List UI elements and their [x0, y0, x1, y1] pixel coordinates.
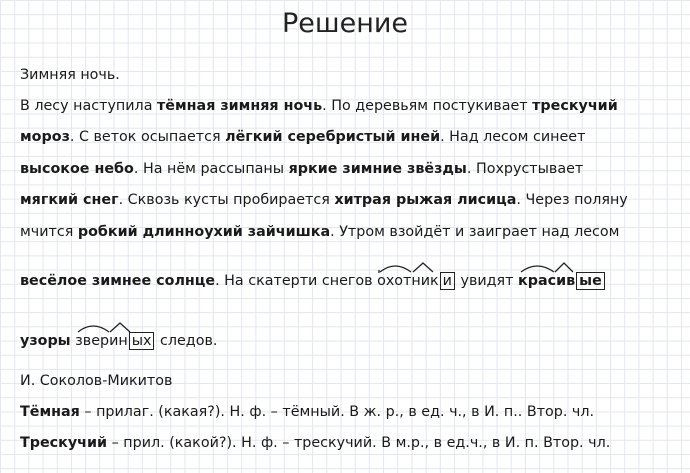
bold-phrase: трескучий — [532, 98, 618, 114]
analysis-word: Тёмная — [20, 404, 80, 420]
bold-phrase: узоры — [20, 333, 71, 349]
morpheme-marks — [518, 258, 588, 276]
word-analysis-okhotniki — [377, 272, 456, 290]
text-line-6 — [20, 272, 606, 290]
word-analysis-zverinykh — [75, 332, 155, 350]
word-ending-box: и — [440, 272, 455, 290]
text-segment: В лесу наступила — [20, 98, 157, 114]
text-segment: . Сквозь кусты пробирается — [118, 192, 335, 208]
text-segment: . Похрустывает — [466, 161, 584, 177]
bold-phrase: весёлое зимнее солнце — [20, 273, 216, 289]
text-line-4 — [20, 191, 628, 209]
text-segment: увидят — [455, 273, 519, 289]
analysis-text: – прилаг. (какая?). Н. ф. – тёмный. В ж. р., в ед. ч., в И. п.. Втор. чл. — [79, 404, 595, 420]
word-root: охотник — [377, 273, 439, 289]
text-line-3 — [20, 160, 583, 178]
bold-phrase: мягкий снег — [20, 192, 119, 208]
text-segment: . По деревьям постукивает — [322, 98, 533, 114]
bold-phrase: мороз — [20, 129, 70, 145]
text-segment: . Через поляну — [516, 192, 628, 208]
text-segment: . На скатерти снегов — [215, 273, 378, 289]
word-analysis-krasivye — [518, 272, 606, 290]
morpheme-marks — [75, 318, 145, 336]
bold-phrase: тёмная зимняя ночь — [157, 98, 323, 114]
text-segment: . Над лесом синеет — [440, 129, 586, 145]
analysis-text: – прил. (какой?). Н. ф. – трескучий. В м.р., в ед.ч., в И. п. Втор. чл. — [107, 435, 611, 451]
bold-phrase: хитрая рыжая лисица — [334, 192, 517, 208]
text-line-5 — [20, 223, 619, 241]
word-ending-box: ых — [129, 332, 155, 350]
bold-phrase: лёгкий серебристый иней — [225, 129, 441, 145]
word-ending-box: ые — [576, 272, 605, 290]
bold-phrase: робкий длинноухий зайчишка — [77, 224, 331, 240]
analysis-word: Трескучий — [20, 435, 108, 451]
analysis-line-1 — [20, 403, 594, 421]
text-segment: . С веток осыпается — [69, 129, 226, 145]
word-root: красив — [518, 273, 576, 289]
text-segment: . Утром взойдёт и заиграет над лесом — [330, 224, 620, 240]
text-segment: мчится — [20, 224, 78, 240]
analysis-line-2 — [20, 434, 610, 452]
text-line-2 — [20, 128, 585, 146]
word-root: зверин — [75, 333, 128, 349]
text-segment: следов. — [155, 333, 218, 349]
page-title: Решение — [281, 8, 409, 39]
author-line: И. Соколов-Микитов — [20, 373, 173, 389]
bold-phrase: высокое небо — [20, 161, 134, 177]
text-heading: Зимняя ночь. — [20, 67, 120, 83]
text-line-1 — [20, 97, 618, 115]
bold-phrase: яркие зимние звёзды — [288, 161, 467, 177]
morpheme-marks — [377, 258, 447, 276]
text-segment: . На нём рассыпаны — [133, 161, 289, 177]
text-line-7 — [20, 332, 217, 350]
